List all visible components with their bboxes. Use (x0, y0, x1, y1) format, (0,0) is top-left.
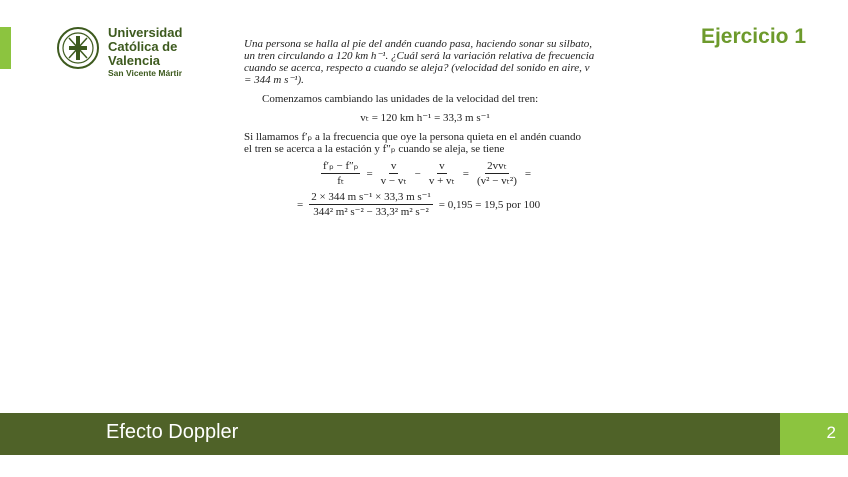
equation-1 (244, 160, 606, 187)
term-2-denominator: v + vₜ (428, 175, 455, 187)
definition-line-1: Si llamamos f′ₚ a la frecuencia que oye la persona quieta en el andén cuando (244, 131, 581, 143)
lhs-numerator: f′ₚ − f″ₚ (323, 160, 359, 172)
equals-sign-2: = (462, 167, 470, 180)
term-1-numerator: v (390, 160, 397, 172)
equals-sign-3: = (524, 167, 532, 180)
equation-2-lead: = (297, 198, 304, 211)
term-1-denominator: v − vₜ (380, 175, 407, 187)
term-2-numerator: v (439, 160, 445, 172)
term-2-fraction (427, 160, 457, 187)
equals-sign: = (366, 167, 373, 180)
question-line-3: cuando se acerca, respecto a cuando se aleja? (velocidad del sonido en aire, v (244, 62, 590, 74)
result-denominator: 344² m² s⁻² − 33,3² m² s⁻² (313, 206, 429, 218)
problem-document (244, 38, 606, 218)
page-number-box (780, 413, 848, 455)
university-emblem-icon (56, 26, 100, 70)
definition-line-2: el tren se acerca a la estación y f″ₚ cuando se aleja, se tiene (244, 143, 505, 155)
question-line-2: un tren circulando a 120 km h⁻¹. ¿Cuál será la variación relativa de frecuencia (244, 50, 595, 62)
accent-bar (0, 27, 11, 69)
velocity-equation: vₜ = 120 km h⁻¹ = 33,3 m s⁻¹ (360, 112, 490, 124)
term-1-fraction (379, 160, 409, 187)
footer-title: Efecto Doppler (106, 421, 239, 443)
equation-2 (244, 191, 606, 218)
minus-sign: − (414, 167, 421, 180)
logo-line-4: San Vicente Mártir (108, 68, 183, 78)
slide-title: Ejercicio 1 (700, 25, 806, 48)
result-fraction (309, 191, 433, 218)
logo-line-3: Valencia (108, 53, 161, 68)
lhs-fraction (321, 160, 360, 187)
university-logo (56, 25, 196, 78)
question-line-1: Una persona se halla al pie del andén cuando pasa, haciendo sonar su silbato, (244, 38, 593, 50)
page-number: 2 (826, 423, 836, 442)
footer-bar (0, 413, 780, 455)
result-value: = 0,195 = 19,5 por 100 (438, 198, 541, 211)
logo-line-1: Universidad (108, 25, 183, 40)
term-3-denominator: (v² − vₜ²) (477, 175, 517, 187)
term-3-fraction (475, 160, 519, 187)
question-line-4: = 344 m s⁻¹). (244, 74, 304, 86)
result-numerator: 2 × 344 m s⁻¹ × 33,3 m s⁻¹ (311, 191, 431, 203)
intro-text: Comenzamos cambiando las unidades de la velocidad del tren: (262, 93, 539, 105)
lhs-denominator: fₜ (337, 175, 345, 187)
term-3-numerator: 2vvₜ (487, 160, 507, 172)
logo-line-2: Católica de (108, 39, 178, 54)
